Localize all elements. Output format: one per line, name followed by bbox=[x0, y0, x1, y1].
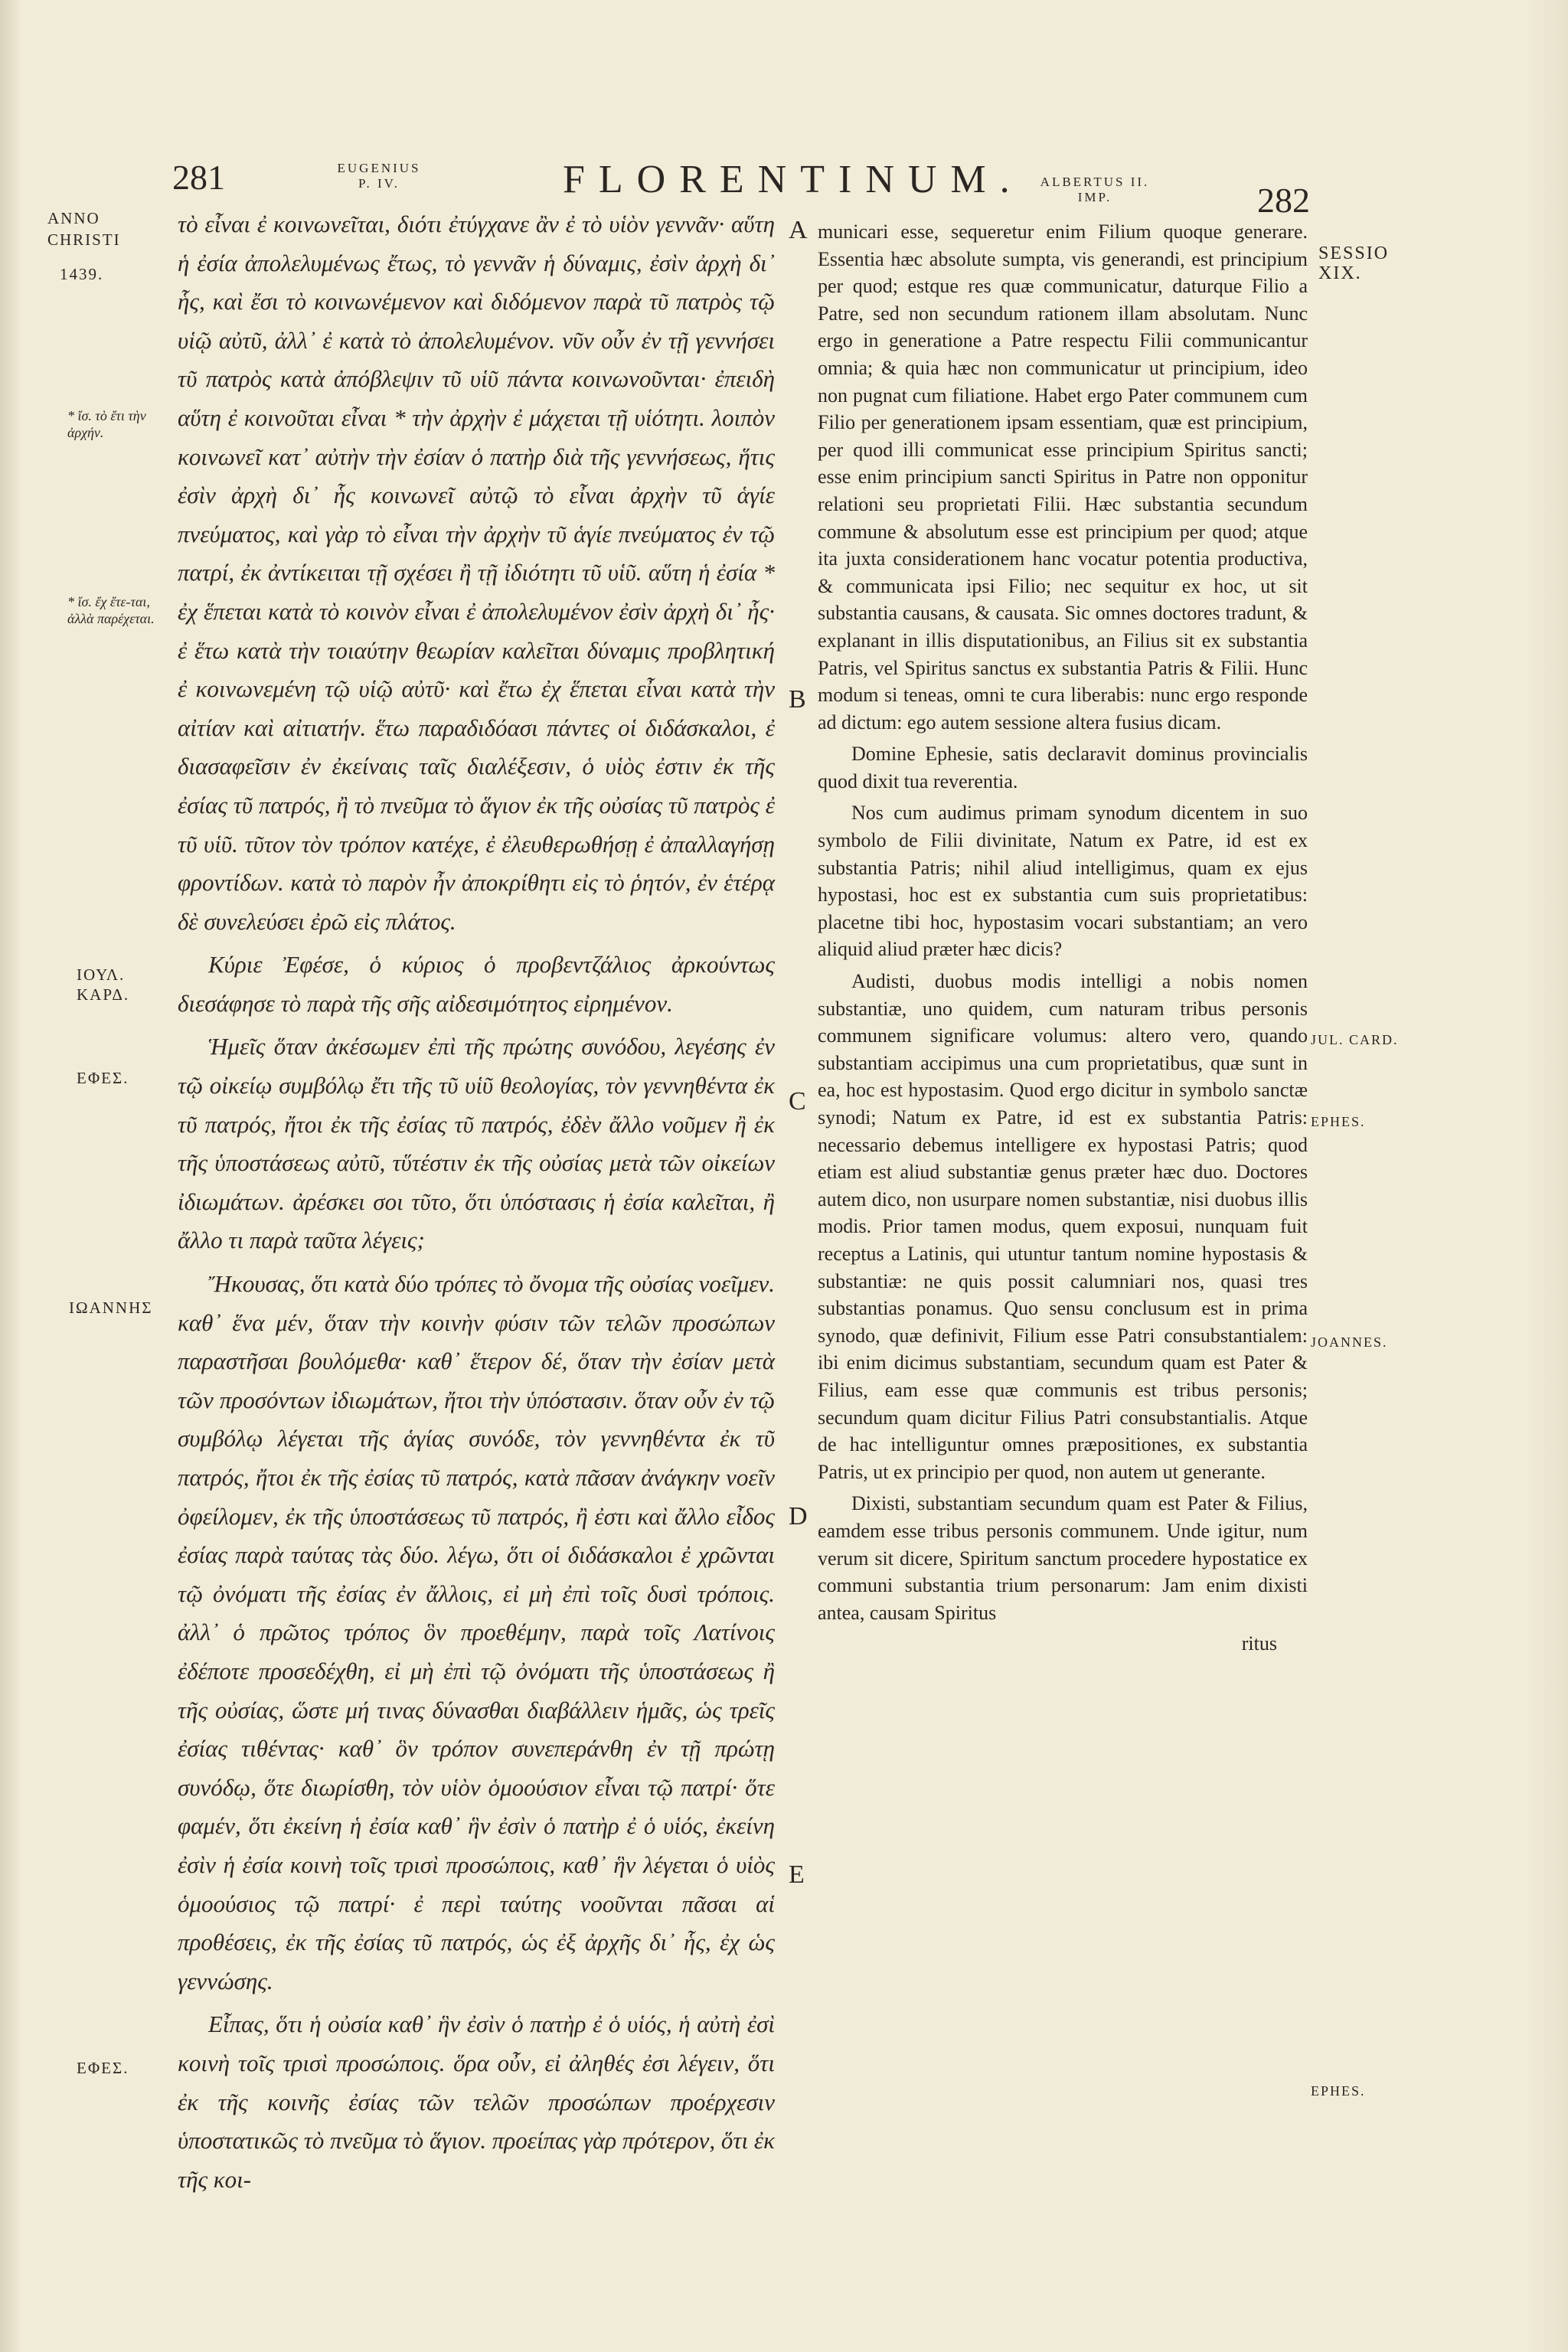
right-running-head: ALBERTUS II. IMP. bbox=[1040, 175, 1150, 204]
margin-christi: CHRISTI bbox=[47, 230, 121, 249]
margin-speaker-ephes-lat: EPHES. bbox=[1311, 1114, 1366, 1129]
margin-note-2: * ἴσ. ἔχ ἔτε-ται, ἀλλὰ παρέχεται. bbox=[67, 594, 155, 626]
right-page-number: 282 bbox=[1257, 181, 1310, 220]
section-letter-b: B bbox=[789, 685, 806, 714]
latin-paragraph-5: Dixisti, substantiam secundum quam est Pater & Filius, eamdem esse tribus personis communem. Unde igitur, num verum sit dicere, Spiritum sanctum procedere hypostatice ex communi substantia trium personarum: Jam enim dixisti antea, causam Spiritus bbox=[818, 1492, 1308, 1624]
margin-speaker-joannes-lat: JOANNES. bbox=[1311, 1334, 1388, 1350]
page-edge bbox=[0, 0, 20, 2352]
margin-speaker-iota: ΙΟΥΛ. ΚΑΡΔ. bbox=[77, 965, 130, 1004]
margin-year: 1439. bbox=[60, 265, 104, 283]
latin-text-column bbox=[818, 218, 1308, 1657]
page-fold-shadow bbox=[1524, 0, 1568, 2352]
latin-paragraph-2: Domine Ephesie, satis declaravit dominus provincialis quod dixit tua reverentia. bbox=[818, 743, 1308, 792]
left-running-head: EUGENIUS P. IV. bbox=[337, 161, 421, 191]
margin-speaker-ephes-lat-2: EPHES. bbox=[1311, 2083, 1366, 2099]
greek-paragraph-4: Ἤκουσας, ὅτι κατὰ δύο τρόπες τὸ ὄνομα τῆς οὐσίας νοεῖμεν. καθ᾽ ἕνα μέν, ὅταν τὴν κοινὴν φύσιν τῶν τελῶν προσώπων παραστῆσαι βουλόμεθα· καθ᾽ ἕτερον δέ, ὅταν τὴν ἐσίαν μετὰ τῶν προσόντων ἰδιωμάτων, ἤτοι τὴν ὑπόστασιν. ὅταν οὖν ἐν τῷ συμβόλῳ λέγεται τῆς ἁγίας συνόδε, τὸν γεννηθέντα ἐκ τῦ πατρός, ἤτοι ἐκ τῆς ἐσίας τῦ πατρός, κατὰ πᾶσαν ἀνάγκην νοεῖν ὀφείλομεν, ἐκ τῆς ὑποστάσεως τῦ πατρός, ἢ ἐστι καὶ ἄλλο εἶδος ἐσίας παρὰ ταύτας τὰς δύο. λέγω, ὅτι οἱ διδάσκαλοι ἐ χρῶνται τῷ ὀνόματι τῆς ἐσίας ἐν ἄλλοις, εἰ μὴ ἐπὶ τοῖς δυσὶ τρόποις. ἀλλ᾽ ὁ πρῶτος τρόπος ὃν προεθέμην, παρὰ τοῖς Λατίνοις ἐδέποτε προσεδέχθη, εἰ μὴ ἐπὶ τῷ ὀνόματι τῆς ὑποστάσεως ἢ τῆς οὐσίας, ὥστε μή τινας δύνασθαι διαβάλλειν ἡμᾶς, ὡς τρεῖς ἐσίας τιθέντας· καθ᾽ ὃν τρόπον συνεπεράνθη ἐν τῇ πρώτῃ συνόδῳ, ὅτε διωρίσθη, τὸν υἱὸν ὁμοούσιον εἶναι τῷ πατρί· ὅτε φαμέν, ὅτι ἐκείνη ἡ ἐσία καθ᾽ ἣν ἐσὶν ὁ πατὴρ ἐ ὁ υἱός, ἐκείνη ἐσὶν ἡ ἐσία κοινὴ τοῖς τρισὶ προσώποις, καθ᾽ ἣν λέγεται ὁ υἱὸς ὁμοούσιος τῷ πατρί· ἐ περὶ ταύτης νοοῦνται πᾶσαι αἱ προθέσεις, ἐκ τῆς ἐσίας τῦ πατρός, ὡς ἐξ ἀρχῆς δι᾽ ἧς, ἐχ ὡς γεννώσης. bbox=[178, 1270, 775, 1994]
greek-paragraph-2: Κύριε Ἐφέσε, ὁ κύριος ὁ προβεντζάλιος ἀρκούντως διεσάφησε τὸ παρὰ τῆς σῆς αἰδεσιμότητος εἰρημένον. bbox=[178, 951, 775, 1017]
margin-note-1: * ἴσ. τὸ ἔτι τὴν ἀρχήν. bbox=[67, 408, 146, 440]
greek-paragraph-5: Εἶπας, ὅτι ἡ οὐσία καθ᾽ ἣν ἐσὶν ὁ πατὴρ ἐ ὁ υἱός, ἡ αὐτὴ ἐσὶ κοινὴ τοῖς τρισὶ προσώποις. ὅρα οὖν, εἰ ἀληθές ἐσι λέγειν, ὅτι ἐκ τῆς κοινῆς ἐσίας τῶν τελῶν προσώπων προέρχεσιν ὑποστατικῶς τὸ πνεῦμα τὸ ἅγιον. προείπας γὰρ πρότερον, ὅτι ἐκ τῆς κοι- bbox=[178, 2011, 775, 2193]
latin-paragraph-3: Nos cum audimus primam synodum dicentem in suo symbolo de Filii divinitate, Natum ex Patre, id est ex substantia Patris; nihil aliud intelligimus, quam ex ejus hypostasi, hoc est ex substantia cum suis proprietatibus: placetne tibi hoc, hypostasim vocari substantiam; an vero aliquid aliud præter hæc dicis? bbox=[818, 802, 1308, 961]
section-letter-a: A bbox=[789, 216, 808, 244]
section-letter-d: D bbox=[789, 1502, 808, 1530]
margin-sessio: SESSIO XIX. bbox=[1318, 243, 1390, 283]
catchword: ritus bbox=[1241, 1632, 1277, 1655]
margin-speaker-ephes: ΕΦΕΣ. bbox=[77, 1069, 129, 1087]
page-title: FLORENTINUM. bbox=[563, 158, 1024, 201]
margin-anno: ANNO bbox=[47, 209, 100, 227]
greek-text-column bbox=[178, 205, 775, 2203]
margin-speaker-jul: JUL. CARD. bbox=[1311, 1032, 1399, 1047]
greek-paragraph-1: τὸ εἶναι ἐ κοινωνεῖται, διότι ἐτύγχανε ἂν ἐ τὸ υἱὸν γεννᾶν· αὕτη ἡ ἐσία ἀπολελυμένως ἔτως, τὸ γεννᾶν ἡ δύναμις, ἐσὶν ἀρχὴ δι᾽ ἧς, καὶ ἔσι τὸ κοινωνέμενον καὶ διδόμενον παρὰ τῦ πατρὸς τῷ υἱῷ αὐτῦ, ἀλλ᾽ ἐ κατὰ τὸ ἀπολελυμένον. νῦν οὖν ἐν τῇ γεννήσει τῦ πατρὸς κατὰ ἀπόβλεψιν τῦ υἱῦ πάντα κοινωνοῦνται· ἐπειδὴ αὕτη ἐ κοινοῦται εἶναι * τὴν ἀρχὴν ἐ μάχεται τῇ υἱότητι. λοιπὸν κοινωνεῖ κατ᾽ αὐτὴν τὴν ἐσίαν ὁ πατὴρ διὰ τῆς γεννήσεως, ἥτις ἐσὶν ἀρχὴ δι᾽ ἧς κοινωνεῖ αὐτῷ τὸ εἶναι ἀρχὴν τῦ ἁγίε πνεύματος, καὶ γὰρ τὸ εἶναι τὴν ἀρχὴν τῦ ἁγίε πνεύματος ἐν τῷ πατρί, ἐκ ἀντίκειται τῇ σχέσει ἢ τῇ ἰδιότητι τῦ υἱῦ. αὕτη ἡ ἐσία * ἐχ ἕπεται κατὰ τὸ κοινὸν εἶναι ἐ ἀπολελυμένον ἐσὶν ἀρχὴ δι᾽ ἧς· ἐ ἕτω κατὰ τὴν τοιαύτην θεωρίαν καλεῖται δύναμις προβλητική ἐ κοινωνεμένη τῷ υἱῷ αὐτῦ· καὶ ἔτω ἐχ ἕπεται εἶναι κατὰ τὴν αἰτίαν καὶ αἰτιατήν. ἕτω παραδιδόασι πάντες οἱ διδάσκαλοι, ἐ διασαφεῖσιν ἐν ἐκείναις ταῖς διαλέξεσιν, ὁ υἱὸς ἐστιν ἐκ τῆς ἐσίας τῦ πατρός, ἢ τὸ πνεῦμα τὸ ἅγιον ἐκ τῆς οὐσίας τῦ πατρὸς ἐ τῦ υἱῦ. τῦτον τὸν τρόπον κατέχε, ἐ ἐλευθερωθήσῃ ἐ ἀπαλλαγήσῃ φροντίδων. κατὰ τὸ παρὸν ἦν ἀποκρίθητι εἰς τὸ ῥητόν, ἐν ἑτέρᾳ δὲ συνελεύσει ἐρῶ εἰς πλάτος. bbox=[178, 211, 775, 935]
left-page-number: 281 bbox=[172, 158, 225, 197]
section-letter-e: E bbox=[789, 1860, 805, 1889]
margin-speaker-ioannes: ΙΩΑΝΝΗΣ bbox=[69, 1298, 153, 1317]
section-letter-c: C bbox=[789, 1087, 806, 1116]
latin-paragraph-4: Audisti, duobus modis intelligi a nobis nomen substantiæ, uno quidem, cum naturam tribus personis communem significare volumus: altero vero, quando substantiam accipimus una cum proprietatibus, quæ sunt in ea, hoc est hypostasim. Quod ergo dicitur in symbolo sanctæ synodi; Natum ex Patre, id est ex substantia Patris: necessario debemus intelligere ex hypostasi Patris; quod etiam est aliud substantiæ genus præter hæc duo. Doctores autem dico, non usurpare nomen substantiæ, nisi duobus illis modis. Prior tamen modus, quem exposui, nunquam fuit receptus a Latinis, qui utuntur tantum nomine hypostasis & substantiæ: ne quis possit calumniari nos, quasi tres substantias ponamus. Quo sensu conclusum est in prima synodo, quæ definivit, Filium esse Patri consubstantialem: ibi enim dicimus substantiam, secundum quam est Pater & Filius, eam esse quæ communis est tribus personis; secundum quam dicitur Filius Patri consubstantialis. Atque de hac intelliguntur omnes præpositiones, ex substantia Patris, ut ex principio per quod, non autem ut generante. bbox=[818, 970, 1308, 1483]
greek-paragraph-3: Ἡμεῖς ὅταν ἀκέσωμεν ἐπὶ τῆς πρώτης συνόδου, λεγέσης ἐν τῷ οἰκείῳ συμβόλῳ ἔτι τῆς τῦ υἱῦ θεολογίας, τὸν γεννηθέντα ἐκ τῦ πατρός, ἤτοι ἐκ τῆς ἐσίας τῦ πατρός, ἐδὲν ἄλλο νοῦμεν ἢ ἐκ τῆς ὑποστάσεως αὐτῦ, τὕτέστιν ἐκ τῆς οὐσίας μετὰ τῶν οἰκείων ἰδιωμάτων. ἀρέσκει σοι τῦτο, ὅτι ὑπόστασις ἡ ἐσία καλεῖται, ἢ ἄλλο τι παρὰ ταῦτα λέγεις; bbox=[178, 1033, 775, 1254]
margin-speaker-ephes-2: ΕΦΕΣ. bbox=[77, 2059, 129, 2077]
latin-paragraph-1: municari esse, sequeretur enim Filium quoque generare. Essentia hæc absolute sumpta, vis generandi, est principium per quod; estque res quæ communicatur, daturque Filio a Patre, sed non secundum rationem illam absolutam. Nunc ergo in generatione a Patre respectu Filii communicantur omnia; & quia hæc non communicatur ut principium, ideo non pugnat cum filiatione. Habet ergo Pater communem cum Filio per generationem ipsam essentiam, quæ est principium, per quod illi communicat esse principium Spiritus sancti; esse enim principium sancti Spiritus in Patre non opponitur relationi seu proprietati Filii. Hæc substantia secundum commune & absolutum esse est principium per quod; atque ita juxta considerationem hanc vocatur potentia productiva, & communicata ipsi Filio; nec sequitur ex hoc, ut sit substantia causans, & causata. Sic omnes doctores tradunt, & explanant in illis disputationibus, an Filius sit ex substantia Patris, vel Spiritus sanctus ex substantia Patris & Filii. Hunc modum si teneas, omni te cura liberabis: nunc ergo responde ad dictum: ego autem sessione altera fusius dicam. bbox=[818, 220, 1308, 733]
